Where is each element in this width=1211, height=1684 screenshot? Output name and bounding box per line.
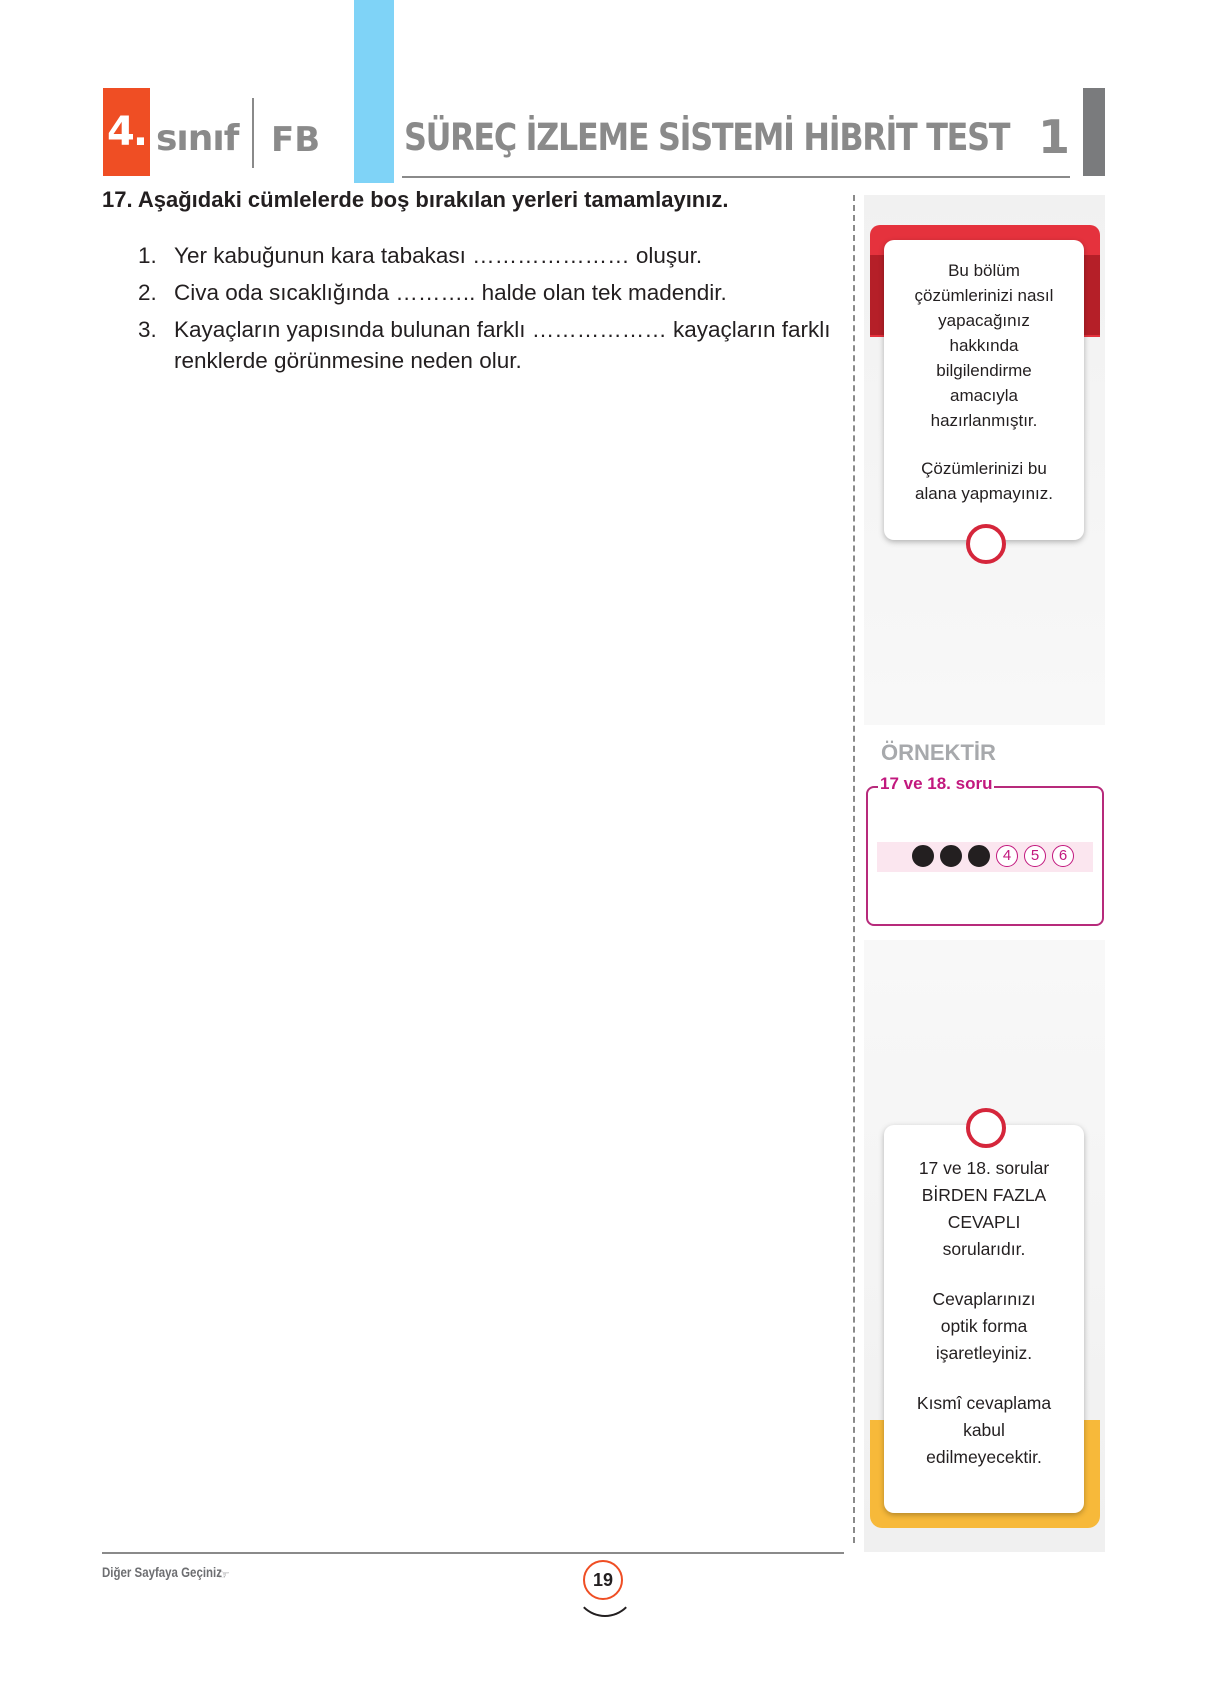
answer-bubble-filled bbox=[912, 845, 934, 867]
answer-bubble-filled bbox=[968, 845, 990, 867]
info-text: Cevaplarınızı optik forma işaretleyiniz. bbox=[932, 1289, 1036, 1363]
page-number: 19 bbox=[583, 1560, 623, 1600]
subject-code: FB bbox=[271, 120, 321, 160]
info-text: Bu bölüm çözümlerinizi nasıl yapacağınız hakkında bilgilendirme amacıyla hazırlanmıştır. bbox=[914, 261, 1054, 430]
ring-icon bbox=[966, 1108, 1006, 1148]
question-item bbox=[134, 240, 849, 271]
title-underline bbox=[402, 176, 1070, 178]
question-item bbox=[134, 277, 849, 308]
hand-pointing-right-icon: ☞ bbox=[218, 1567, 230, 1582]
next-page-note: Diğer Sayfaya Geçiniz bbox=[102, 1564, 222, 1580]
answer-bubble: 5 bbox=[1024, 845, 1046, 867]
question-item bbox=[134, 314, 849, 376]
question-item-text: Kayaçların yapısında bulunan farklı ……………… kayaçların farklı renklerde görünmesine neden olur. bbox=[174, 317, 831, 373]
info-card-bottom bbox=[884, 1125, 1084, 1513]
ring-icon bbox=[966, 524, 1006, 564]
example-caption: 17 ve 18. soru bbox=[880, 774, 993, 793]
answer-bubble: 6 bbox=[1052, 845, 1074, 867]
test-title: SÜREÇ İZLEME SİSTEMİ HİBRİT TEST bbox=[404, 116, 1010, 159]
info-text: Çözümlerinizi bu alana yapmayınız. bbox=[915, 459, 1053, 503]
column-divider bbox=[853, 195, 855, 1543]
question-item-text: Civa oda sıcaklığında ……….. halde olan tek madendir. bbox=[174, 280, 727, 305]
question-item-text: Yer kabuğunun kara tabakası ………………… oluşur. bbox=[174, 243, 703, 268]
test-number: 1 bbox=[1038, 110, 1071, 164]
question-item-number: 2. bbox=[138, 280, 157, 305]
info-text: Kısmî cevaplama kabul edilmeyecektir. bbox=[916, 1393, 1052, 1467]
question-item-number: 3. bbox=[138, 317, 157, 342]
info-text: 17 ve 18. sorular BİRDEN FAZLA CEVAPLI sorularıdır. bbox=[918, 1158, 1050, 1259]
grade-badge: 4. bbox=[103, 88, 150, 176]
answer-bubble-filled bbox=[940, 845, 962, 867]
footer-rule bbox=[102, 1552, 844, 1554]
header-divider bbox=[252, 98, 254, 168]
example-label: ÖRNEKTİR bbox=[881, 740, 996, 765]
question-item-list bbox=[134, 240, 849, 382]
question-heading: 17. Aşağıdaki cümlelerde boş bırakılan yerleri tamamlayınız. bbox=[102, 187, 729, 212]
question-item-number: 1. bbox=[138, 243, 157, 268]
answer-bubble: 4 bbox=[996, 845, 1018, 867]
header-grey-tab bbox=[1083, 88, 1105, 176]
info-card-top bbox=[884, 240, 1084, 540]
grade-suffix: sınıf bbox=[156, 118, 239, 159]
header-blue-strip bbox=[354, 0, 394, 183]
